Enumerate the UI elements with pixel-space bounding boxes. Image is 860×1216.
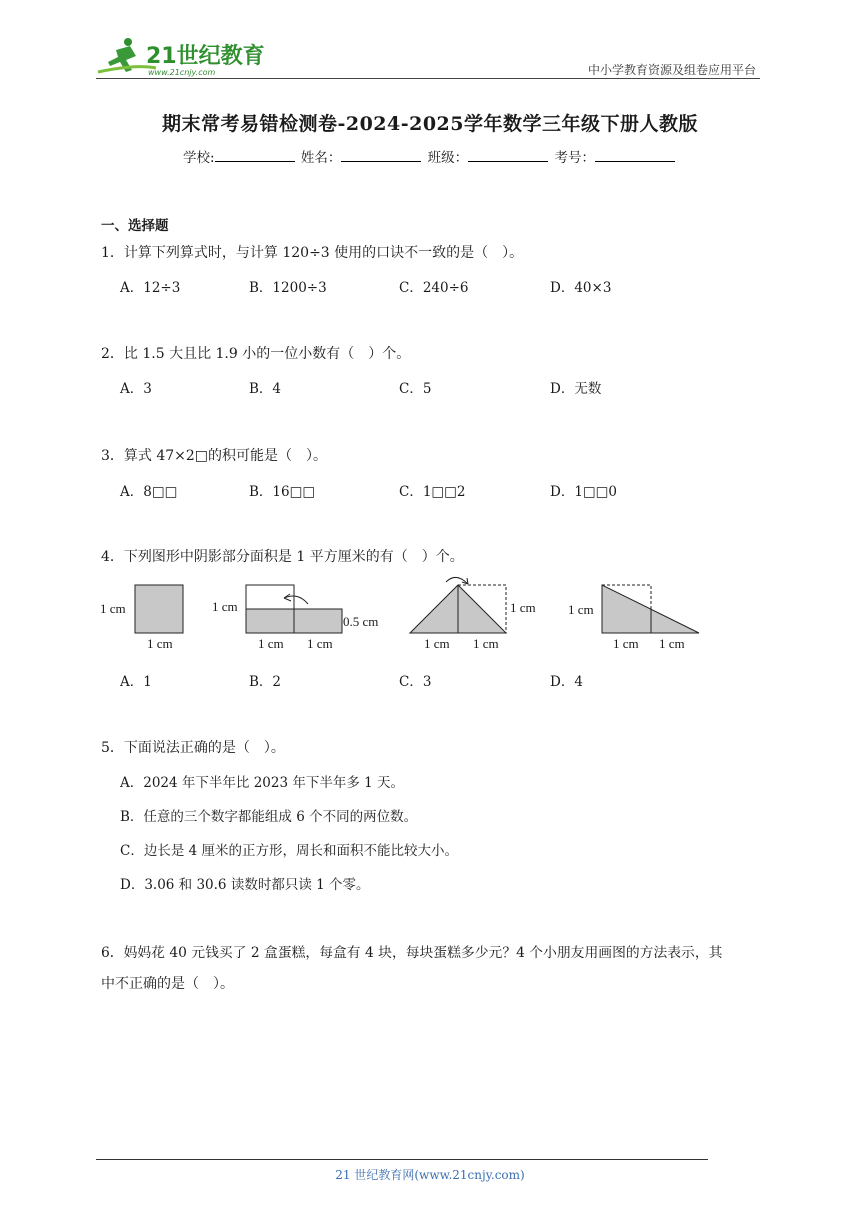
site-logo <box>96 36 266 78</box>
q1-option-d[interactable]: D．40×3 <box>550 280 612 296</box>
q5-option-b[interactable]: B．任意的三个数字都能组成 6 个不同的两位数。 <box>120 809 418 825</box>
name-label: 姓名： <box>300 150 342 166</box>
q2-option-b[interactable]: B．4 <box>249 381 282 397</box>
figure-square <box>100 585 183 651</box>
figure-rectangle <box>212 585 378 651</box>
q1-option-a[interactable]: A．12÷3 <box>120 280 181 296</box>
class-blank[interactable] <box>468 148 548 162</box>
fig4-bottom-label-2: 1 cm <box>659 636 685 651</box>
q4-figures <box>96 574 716 654</box>
number-label: 考号： <box>554 150 595 166</box>
q4-option-d[interactable]: D．4 <box>550 674 583 690</box>
q3-option-a[interactable]: A．8□□ <box>120 484 178 500</box>
fig1-bottom-label: 1 cm <box>147 636 173 651</box>
question-6-line-2: 中不正确的是（ ）。 <box>101 976 234 992</box>
question-1: 1．计算下列算式时，与计算 120÷3 使用的口诀不一致的是（ ）。 <box>101 245 524 261</box>
q5-option-d[interactable]: D．3.06 和 30.6 读数时都只读 1 个零。 <box>120 877 370 893</box>
question-6-line-1: 6．妈妈花 40 元钱买了 2 盒蛋糕，每盒有 4 块，每块蛋糕多少元？4 个小朋友用画图的方法表示，其 <box>101 945 723 961</box>
platform-text: 中小学教育资源及组卷应用平台 <box>587 63 756 77</box>
q3-option-c[interactable]: C．1□□2 <box>399 484 466 500</box>
q2-option-a[interactable]: A．3 <box>120 381 152 397</box>
q5-option-c[interactable]: C．边长是 4 厘米的正方形，周长和面积不能比较大小。 <box>120 843 459 859</box>
question-3: 3．算式 47×2□的积可能是（ ）。 <box>101 448 328 464</box>
fig3-side-label: 1 cm <box>510 600 536 615</box>
header-divider <box>96 78 760 79</box>
logo-url: www.21cnjy.com <box>148 68 216 77</box>
fig1-side-label: 1 cm <box>100 601 126 616</box>
q1-option-b[interactable]: B．1200÷3 <box>249 280 327 296</box>
name-blank[interactable] <box>341 148 421 162</box>
section-heading: 一、选择题 <box>101 218 169 234</box>
q3-option-b[interactable]: B．16□□ <box>249 484 316 500</box>
logo-text: 21世纪教育 <box>146 44 265 69</box>
number-blank[interactable] <box>595 148 675 162</box>
figure-right-triangle <box>568 585 699 651</box>
fig3-bottom-label-2: 1 cm <box>473 636 499 651</box>
school-label: 学校: <box>183 150 215 166</box>
q3-option-d[interactable]: D．1□□0 <box>550 484 618 500</box>
footer-divider <box>96 1159 708 1160</box>
fig2-bottom-label-2: 1 cm <box>307 636 333 651</box>
school-blank[interactable] <box>215 148 295 162</box>
fig4-bottom-label-1: 1 cm <box>613 636 639 651</box>
q4-option-a[interactable]: A．1 <box>120 674 152 690</box>
question-4: 4．下列图形中阴影部分面积是 1 平方厘米的有（ ）个。 <box>101 549 464 565</box>
page-title: 期末常考易错检测卷-2024-2025学年数学三年级下册人教版 <box>161 113 699 135</box>
fig3-bottom-label-1: 1 cm <box>424 636 450 651</box>
fig2-bottom-label-1: 1 cm <box>258 636 284 651</box>
q2-option-c[interactable]: C．5 <box>399 381 432 397</box>
student-info <box>0 146 860 166</box>
q1-option-c[interactable]: C．240÷6 <box>399 280 469 296</box>
class-label: 班级： <box>427 150 469 166</box>
question-2: 2．比 1.5 大且比 1.9 小的一位小数有（ ）个。 <box>101 346 411 362</box>
q4-option-b[interactable]: B．2 <box>249 674 282 690</box>
q2-option-d[interactable]: D．无数 <box>550 381 602 397</box>
fig2-side-label: 1 cm <box>212 599 238 614</box>
fig4-side-label: 1 cm <box>568 602 594 617</box>
figure-triangle <box>410 577 536 651</box>
q5-option-a[interactable]: A．2024 年下半年比 2023 年下半年多 1 天。 <box>120 775 405 791</box>
question-5: 5．下面说法正确的是（ ）。 <box>101 740 285 756</box>
q4-option-c[interactable]: C．3 <box>399 674 432 690</box>
fig2-height-label: 0.5 cm <box>343 614 379 629</box>
footer-text[interactable]: 21 世纪教育网(www.21cnjy.com) <box>335 1168 525 1182</box>
